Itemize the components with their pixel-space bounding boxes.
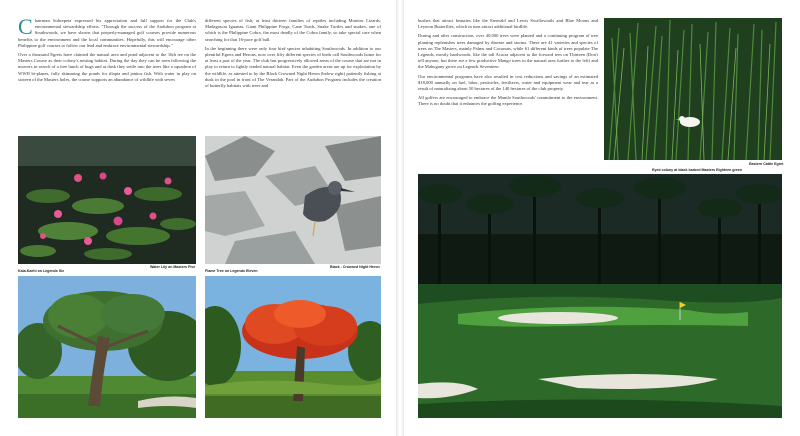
- caption: Black - Crowned Night Heron: [330, 265, 380, 269]
- caption: Eyed colony at black barbed Masters Eighteen green: [652, 168, 743, 172]
- water-lily-photo: [18, 136, 196, 264]
- paragraph: Our environmental programs have also resulted in cost reductions and savings of an estimated $18,000 annually on fuel, labor, pesticides, fertilizers, water and equipment wear and tear as a result of naturalizing about 50 hectares of the 140 hectares of the club property.: [418, 73, 598, 92]
- caption: Flame Tree on Legends Eleven: [205, 269, 258, 273]
- paragraph: In the beginning there were only four bird species inhabiting Southwoods. In addition to our plentiful Egrets and Herons, now over fifty different species of birds call Southwoods home for at least a part of the year. The club has progressively allowed areas of the course that are not in play to return to lightly tended natural habitat. Even the garden areas are up for exploitation by the wildlife, as attested to by the Black Crowned Night Heron (below right) patiently fishing at dusk in the pool in front of The Verandah. Part of the Audubon Program includes the creation of butterfly habitats with trees and: [205, 45, 381, 89]
- caption: Water Lily on Masters Five: [150, 265, 196, 269]
- gutter: [396, 0, 404, 436]
- right-page: [404, 0, 800, 436]
- flame-tree-photo: [205, 276, 381, 418]
- dropcap: C: [18, 14, 33, 39]
- paragraph: During and after construction, over 40,000 trees were planted and a continuing program of tree planting replenishes trees damaged by disease and storms. There are 41 varieties and species of trees on The Masters, mainly Palms and Coconuts, while 61 different kinds of trees populate The Legends, mostly hardwoods, like the tall Acacia adjacent to the forward tees on Thirteen (Don't tell anyone, but there are a few productive Mango trees in the natural area further to the left) and the Mahogany grove on Legends Seventeen.: [418, 33, 598, 70]
- golf-course-photo: [418, 174, 782, 418]
- paragraph: bushes that attract beauties like the Emerald and Lewis Swallowtails and Blue Moons and Leyteon Butterflies, which in turn attract additional birdlife.: [418, 18, 598, 30]
- paragraph: hairman Sohrepeia expressed his appreciation and full support for the Club's environmental stewardship efforts. "Through the success of the Audubon program at Southwoods, we have shown that properly-managed golf courses provide numerous benefits to the environment and the local communities. Hopefully, this will encourage other Philippine golf courses to follow our lead and embrace environmental stewardship.": [18, 18, 196, 48]
- paragraph: different species of fish, at least thirteen families of reptiles including Monitor Lizards, Madagascar Iguanas, Giant Philippine Frogs, Cane Toads, Snake Turtles and snakes, one of which is the Philippine Cobra, the most deadly of the Cobra family, so take special care when searching for that 16-pace golf ball.: [205, 18, 381, 42]
- left-text-column-2: [205, 18, 381, 92]
- left-page: [0, 0, 396, 436]
- caption: Kala-Kaehi on Legends Six: [18, 269, 65, 273]
- right-text-column: [418, 18, 598, 111]
- left-text-column-1: [18, 14, 196, 86]
- paragraph: All golfers are encouraged to embrace the Manila Southwoods' commitment to the environment. There is no doubt that it enhances the golfing experience.: [418, 95, 598, 107]
- caption: Eastern Cattle Egret: [749, 162, 784, 166]
- paragraph: Over a thousand Egrets have claimed the natural area and pond adjacent to the 16th tee on the Masters Course as their colony's nesting habitat. During the day they can be seen following the mowers in search of a free lunch of bugs and at dusk they settle into the trees like a squadron of WWII bi-planes, fully skimming the ponds for tilapia and janitor fish. With water in play on sixteen of the Masters holes, the course supports an abundance of wildlife with seven: [18, 52, 196, 82]
- heron-photo: [205, 136, 381, 264]
- kala-kaehi-tree-photo: [18, 276, 196, 418]
- egret-photo: [604, 18, 782, 160]
